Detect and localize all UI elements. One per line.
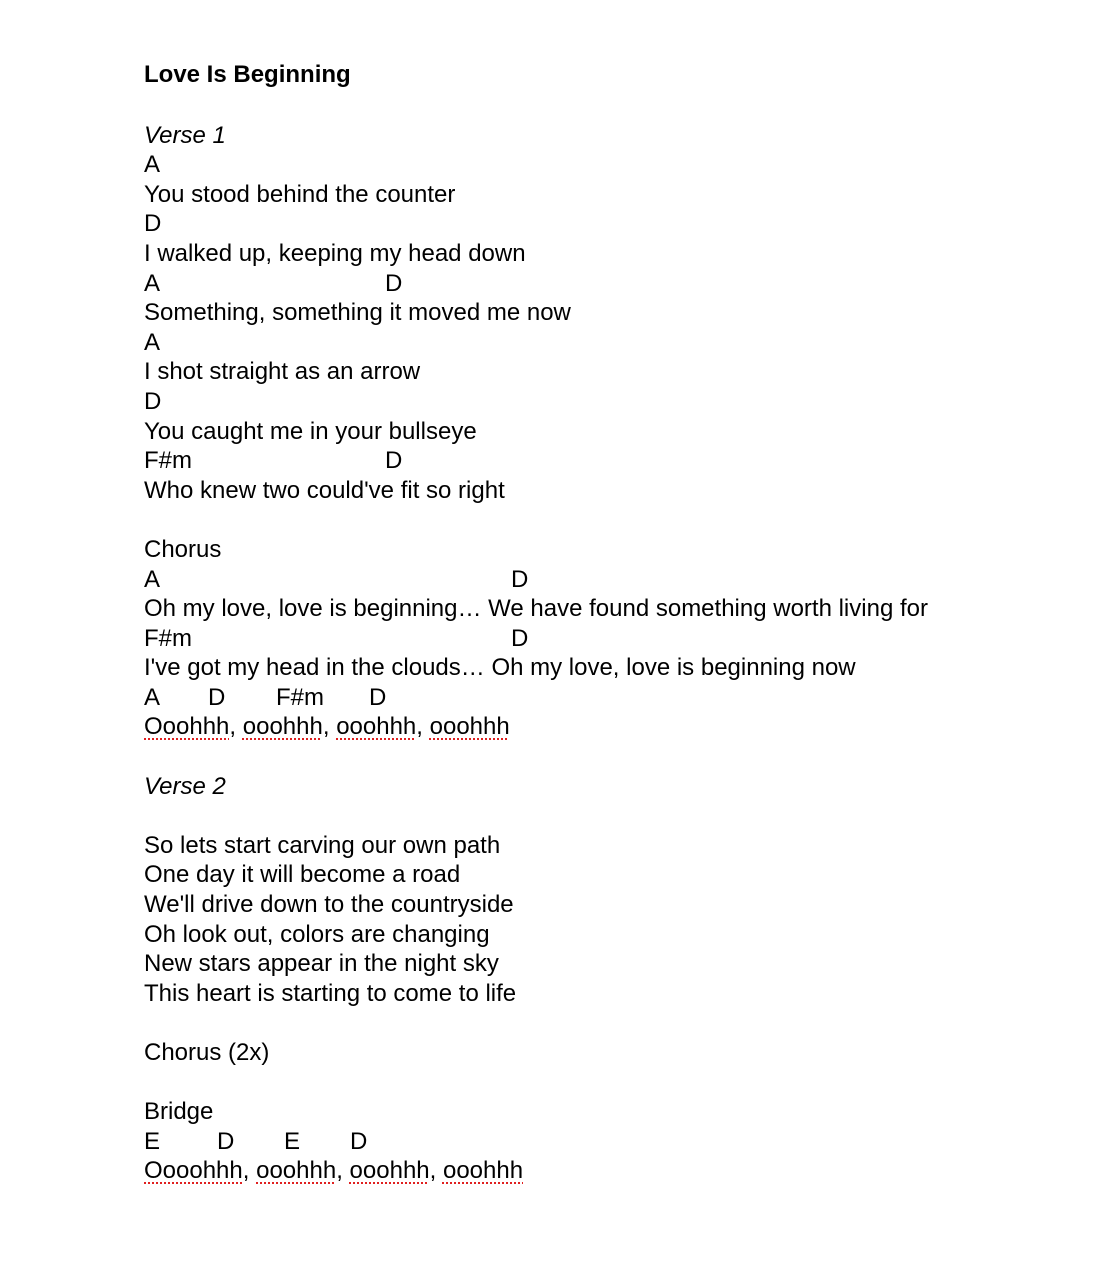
vocal-word: ooohhh [429,713,510,741]
spacer [144,91,1064,121]
vocal-word: ooohhh [242,713,323,741]
spacer [144,801,1064,831]
chord: D [511,624,529,652]
vocal-word: Ooohhh [144,713,230,741]
vocal-word: ooohhh [256,1157,337,1185]
chord-line [144,683,1064,713]
lyric-line: This heart is starting to come to life [144,979,517,1007]
vocal-word: ooohhh [349,1157,430,1185]
chord: D [217,1127,235,1155]
lyric-line: Something, something it moved me now [144,299,571,327]
chord: A [144,269,161,297]
chord-line [144,209,1064,239]
chorus-repeat: Chorus (2x) [144,1039,270,1066]
lyric-line: Oh my love, love is beginning… We have found something worth living for [144,595,928,623]
chord-line [144,387,1064,417]
separator: , [229,713,237,741]
separator: , [322,713,330,741]
lyric-line: So lets start carving our own path [144,831,501,859]
lyrics-document [144,58,1064,1186]
lyric-line: You caught me in your bullseye [144,417,477,445]
chord: F#m [276,683,324,711]
chord: A [144,565,161,593]
chord-line [144,446,1064,476]
lyric-line: I shot straight as an arrow [144,358,421,386]
chord: D [385,269,403,297]
separator: , [242,1157,250,1185]
chord: F#m [144,624,192,652]
chord-line [144,1127,1064,1157]
lyric-line: You stood behind the counter [144,180,456,208]
spacer [144,1008,1064,1038]
song-title: Love Is Beginning [144,61,351,88]
chord-line [144,150,1064,180]
chorus-heading: Chorus [144,535,222,563]
lyric-line: Who knew two could've fit so right [144,476,505,504]
vocal-word: ooohhh [336,713,417,741]
chord: E [144,1127,161,1155]
lyric-line: I walked up, keeping my head down [144,239,526,267]
verse-1-heading: Verse 1 [144,121,226,149]
chord: D [144,387,162,415]
chord: D [144,210,162,238]
vocal-word: ooohhh [442,1157,524,1185]
spacer [144,505,1064,535]
chord: D [369,683,387,711]
chord: D [350,1127,368,1155]
chord: D [385,447,403,475]
chord: A [144,683,161,711]
bridge-heading: Bridge [144,1098,214,1126]
chord: E [284,1127,301,1155]
chord: A [144,328,161,356]
spacer [144,742,1064,772]
chord: D [208,683,226,711]
chord: F#m [144,447,192,475]
chord-line [144,328,1064,358]
verse-2-heading: Verse 2 [144,772,226,800]
separator: , [416,713,423,741]
chord: A [144,151,161,179]
lyric-line: I've got my head in the clouds… Oh my love, love is beginning now [144,654,856,682]
ooh-line [144,1156,1064,1186]
lyric-line: Oh look out, colors are changing [144,920,490,948]
chord-line [144,269,1064,299]
separator: , [429,1157,437,1185]
separator: , [336,1157,343,1185]
vocal-word: Oooohhh [144,1157,243,1185]
ooh-line [144,712,1064,742]
chord-line [144,624,1064,654]
spacer [144,1068,1064,1098]
lyric-line: We'll drive down to the countryside [144,891,514,919]
chord-line [144,565,1064,595]
lyric-line: One day it will become a road [144,861,461,889]
chord: D [511,565,529,593]
lyric-line: New stars appear in the night sky [144,950,499,978]
